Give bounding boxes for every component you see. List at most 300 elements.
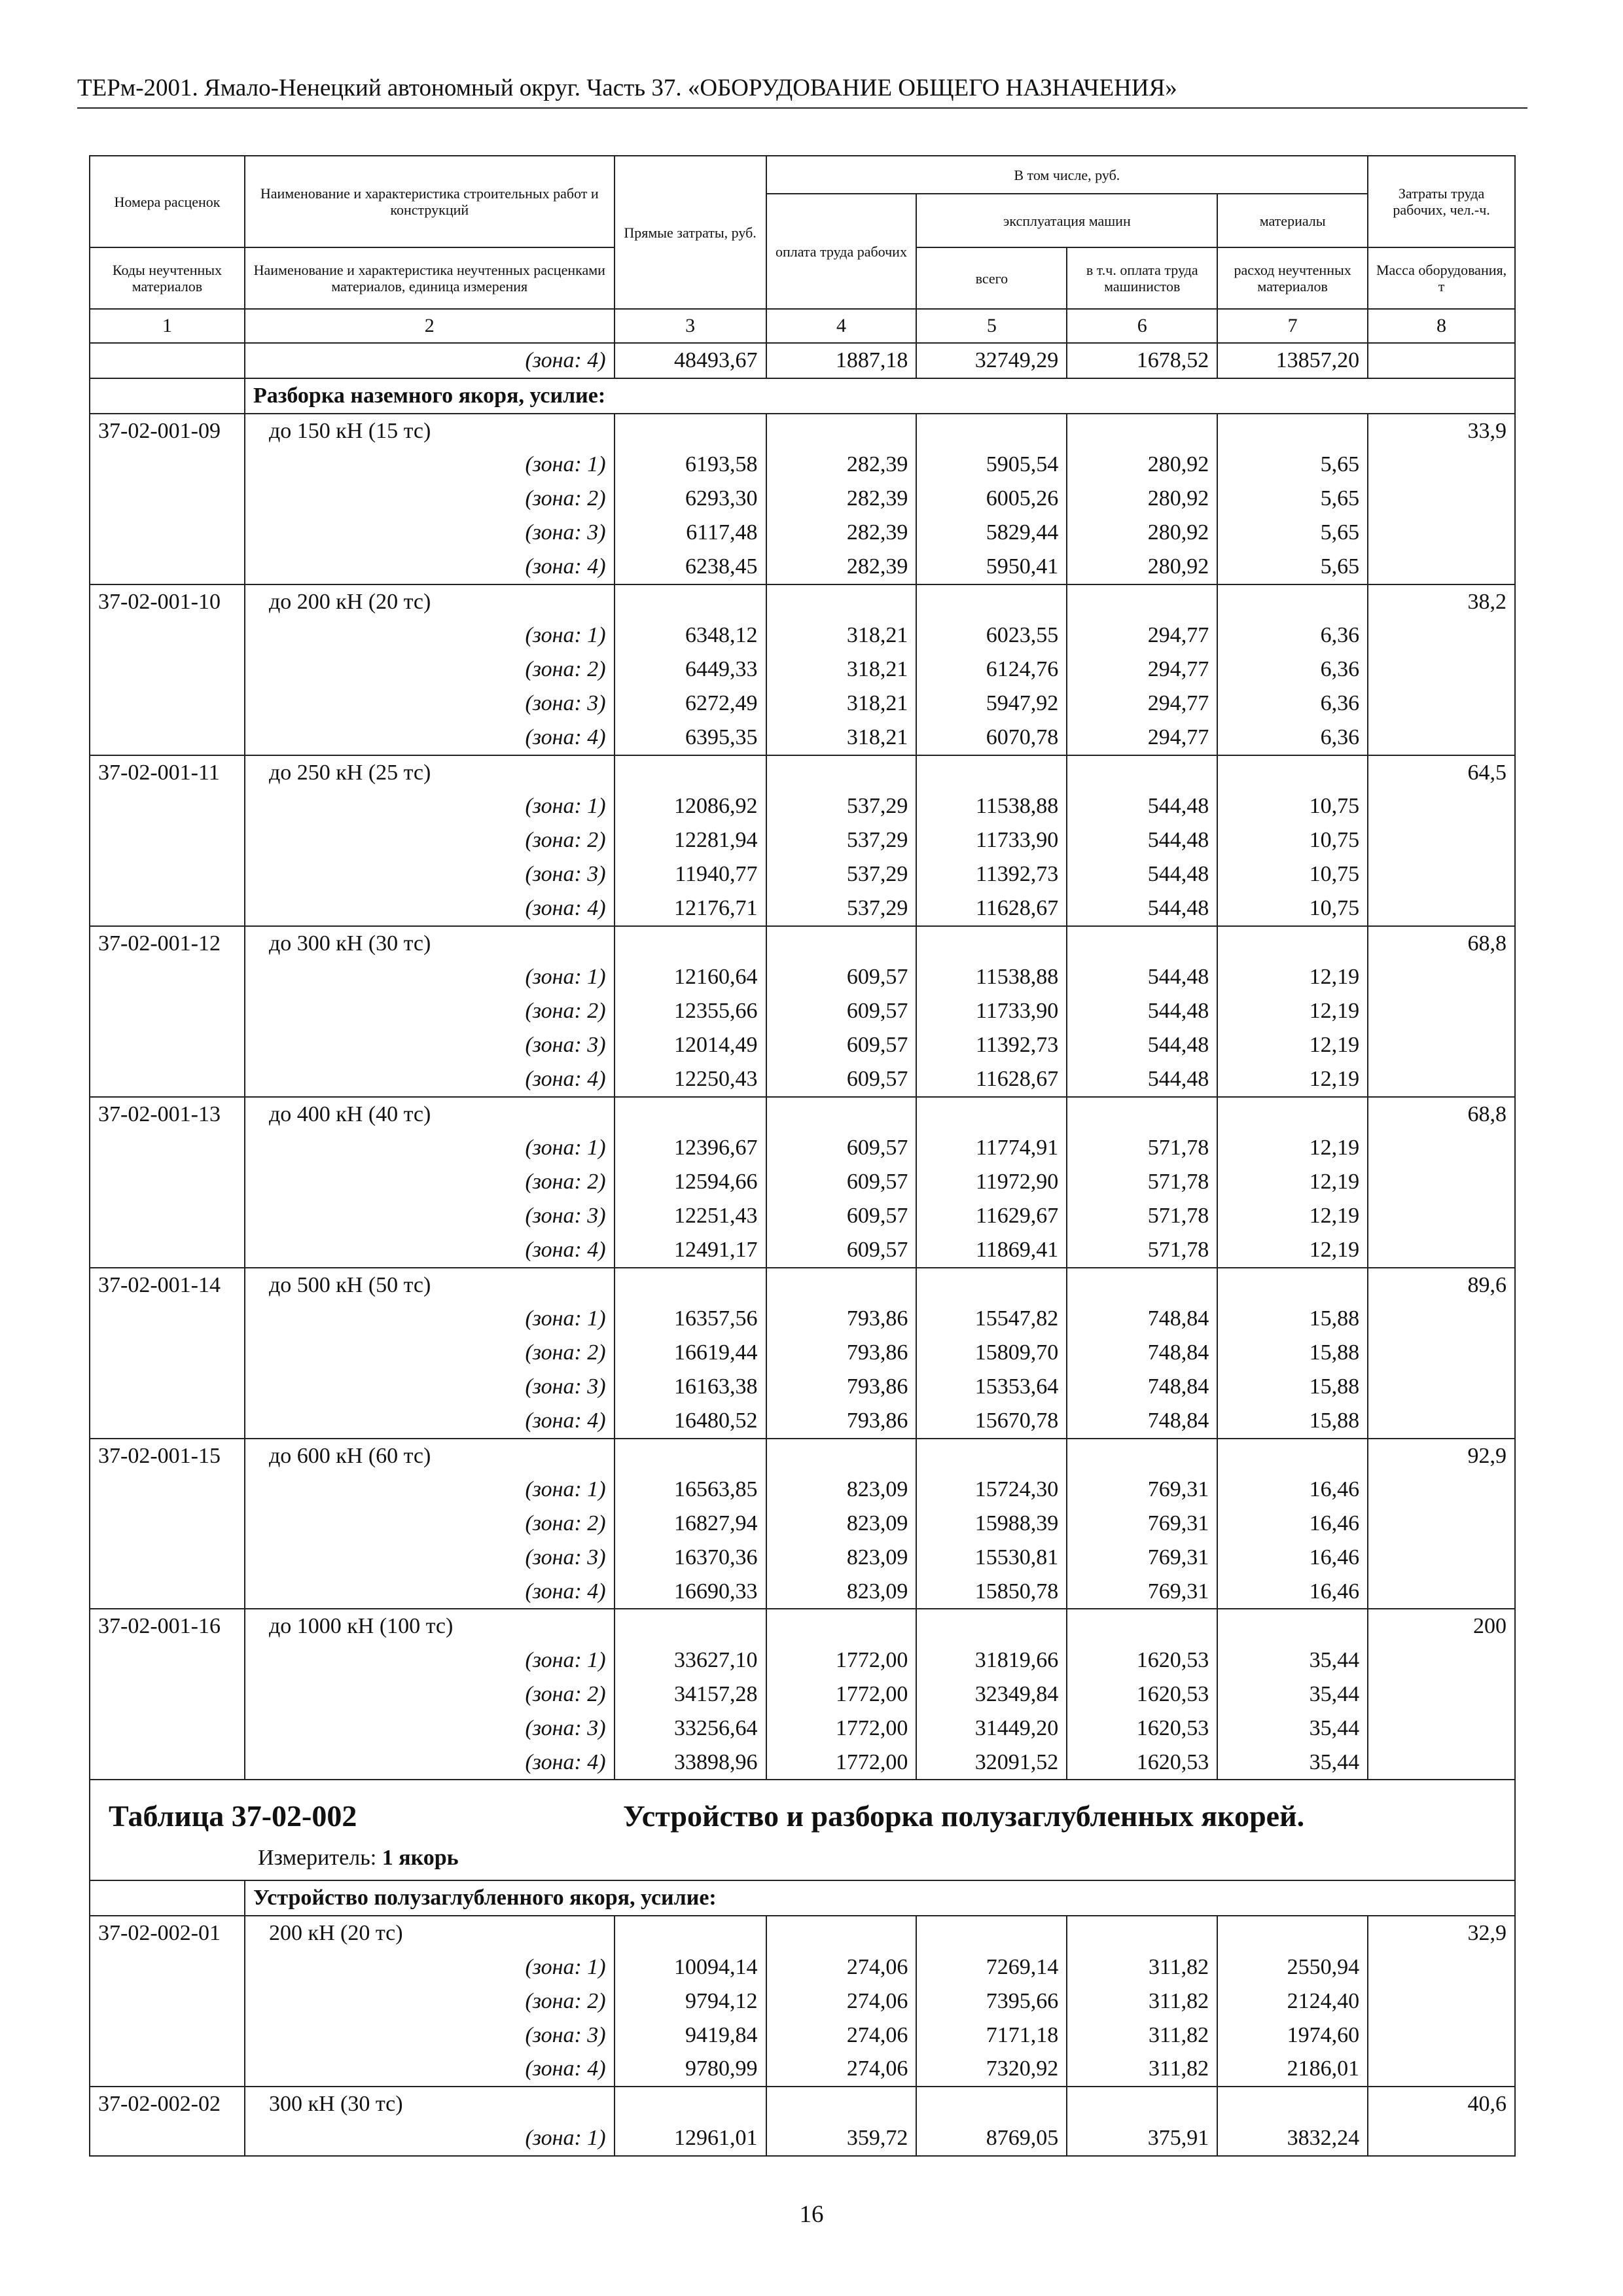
rate-description: до 500 кН (50 тс) [245, 1268, 615, 1302]
operators-wages: 544,48 [1067, 960, 1217, 994]
cell-empty [766, 2087, 917, 2121]
cell-empty [90, 1336, 245, 1370]
wages: 1772,00 [766, 1643, 917, 1677]
direct-cost: 6449,33 [615, 653, 766, 687]
materials-cost: 2550,94 [1217, 1950, 1368, 1984]
machines-total: 15724,30 [916, 1473, 1067, 1507]
operators-wages: 544,48 [1067, 857, 1217, 891]
labor-cost: 32,9 [1368, 1916, 1515, 1950]
cell-empty [615, 1439, 766, 1473]
wages: 1772,00 [766, 1712, 917, 1746]
direct-cost: 12014,49 [615, 1028, 766, 1062]
wages: 537,29 [766, 823, 917, 857]
machines-total: 11538,88 [916, 789, 1067, 823]
column-number: 1 [90, 309, 245, 343]
machines-total: 11774,91 [916, 1131, 1067, 1165]
operators-wages: 769,31 [1067, 1575, 1217, 1609]
operators-wages: 769,31 [1067, 1507, 1217, 1541]
zone-row [90, 960, 1515, 994]
zone-label: (зона: 2) [245, 1677, 615, 1712]
col-material-names: Наименование и характеристика неучтенных расценками материалов, единица измерения [245, 247, 615, 309]
cell-empty [1217, 414, 1368, 448]
cell-empty [90, 1712, 245, 1746]
machines-total: 5950,41 [916, 550, 1067, 584]
zone-label: (зона: 2) [245, 1165, 615, 1199]
zone-row [90, 1370, 1515, 1404]
table-title: Устройство и разборка полузаглубленных якорей. [623, 1799, 1305, 1833]
cell-empty [90, 1746, 245, 1780]
zone-row [90, 721, 1515, 755]
zone-row [90, 1950, 1515, 1984]
wages: 274,06 [766, 1950, 917, 1984]
wages: 793,86 [766, 1370, 917, 1404]
col-equipment-mass: Масса оборудования, т [1368, 247, 1515, 309]
cell-empty [1217, 926, 1368, 961]
rate-code: 37-02-001-11 [90, 755, 245, 790]
zone-row [90, 1677, 1515, 1712]
wages: 823,09 [766, 1541, 917, 1575]
machines-total: 11628,67 [916, 1062, 1067, 1097]
zone-row [90, 448, 1515, 482]
cell-empty [1368, 2018, 1515, 2053]
cell-empty [90, 2018, 245, 2053]
operators-wages: 1620,53 [1067, 1746, 1217, 1780]
cell-empty [90, 1950, 245, 1984]
zone-label: (зона: 3) [245, 1712, 615, 1746]
machines-total: 6070,78 [916, 721, 1067, 755]
wages: 793,86 [766, 1336, 917, 1370]
zone-label: (зона: 2) [245, 1507, 615, 1541]
rate-item-row [90, 1097, 1515, 1132]
cell-empty [90, 1165, 245, 1199]
cell-empty [615, 1268, 766, 1302]
materials-cost: 5,65 [1217, 550, 1368, 584]
cell-empty [90, 378, 245, 414]
cell-empty [1368, 891, 1515, 926]
wages: 282,39 [766, 516, 917, 550]
cell-empty [90, 789, 245, 823]
materials-cost: 12,19 [1217, 960, 1368, 994]
direct-cost: 12160,64 [615, 960, 766, 994]
operators-wages: 311,82 [1067, 1984, 1217, 2018]
cell-empty [90, 994, 245, 1028]
cell-empty [90, 448, 245, 482]
operators-wages: 544,48 [1067, 789, 1217, 823]
zone-row [90, 619, 1515, 653]
machines-total: 15530,81 [916, 1541, 1067, 1575]
cell-empty [916, 1439, 1067, 1473]
rate-code: 37-02-001-12 [90, 926, 245, 961]
zone-label: (зона: 2) [245, 994, 615, 1028]
cell-empty [1368, 2121, 1515, 2156]
zone-label: (зона: 2) [245, 823, 615, 857]
table-body [90, 343, 1515, 2156]
wages: 318,21 [766, 619, 917, 653]
materials-cost: 15,88 [1217, 1404, 1368, 1439]
direct-cost: 12086,92 [615, 789, 766, 823]
wages: 537,29 [766, 789, 917, 823]
rates-table [89, 155, 1516, 2157]
materials-cost: 10,75 [1217, 891, 1368, 926]
cell-empty [916, 755, 1067, 790]
column-number: 7 [1217, 309, 1368, 343]
labor-cost: 40,6 [1368, 2087, 1515, 2121]
zone-label: (зона: 1) [245, 619, 615, 653]
wages: 609,57 [766, 1131, 917, 1165]
rate-description: до 300 кН (30 тс) [245, 926, 615, 961]
zone-label: (зона: 3) [245, 1028, 615, 1062]
zone-row [90, 653, 1515, 687]
cell-empty [1368, 1131, 1515, 1165]
cell-empty [90, 1062, 245, 1097]
wages: 282,39 [766, 448, 917, 482]
wages: 823,09 [766, 1575, 917, 1609]
operators-wages: 571,78 [1067, 1233, 1217, 1268]
machines-total: 11538,88 [916, 960, 1067, 994]
cell-empty [90, 1404, 245, 1439]
rate-item-row [90, 1439, 1515, 1473]
cell-empty [1067, 1609, 1217, 1643]
operators-wages: 280,92 [1067, 448, 1217, 482]
direct-cost: 12961,01 [615, 2121, 766, 2156]
zone-row [90, 1131, 1515, 1165]
wages: 274,06 [766, 1984, 917, 2018]
machines-total: 15850,78 [916, 1575, 1067, 1609]
zone-label: (зона: 1) [245, 448, 615, 482]
cell-empty [1368, 1541, 1515, 1575]
direct-cost: 12355,66 [615, 994, 766, 1028]
machines-total: 11972,90 [916, 1165, 1067, 1199]
cell-empty [1368, 1575, 1515, 1609]
machines-total: 15670,78 [916, 1404, 1067, 1439]
cell-empty [90, 2052, 245, 2087]
zone-label: (зона: 4) [245, 1404, 615, 1439]
cell-empty [615, 414, 766, 448]
direct-cost: 16357,56 [615, 1302, 766, 1336]
wages: 359,72 [766, 2121, 917, 2156]
direct-cost: 16480,52 [615, 1404, 766, 1439]
zone-row [90, 2121, 1515, 2156]
cell-empty [1217, 2087, 1368, 2121]
wages: 609,57 [766, 1199, 917, 1233]
direct-cost: 9419,84 [615, 2018, 766, 2053]
cell-empty [916, 584, 1067, 619]
section-row [90, 1880, 1515, 1916]
direct-cost: 33627,10 [615, 1643, 766, 1677]
materials-cost: 35,44 [1217, 1677, 1368, 1712]
cell-empty [1217, 1268, 1368, 1302]
column-number: 3 [615, 309, 766, 343]
direct-cost: 12281,94 [615, 823, 766, 857]
col-work-name: Наименование и характеристика строительных работ и конструкций [245, 156, 615, 247]
cell-empty [90, 721, 245, 755]
zone-label: (зона: 4) [245, 721, 615, 755]
machines-total: 32749,29 [916, 343, 1067, 378]
cell-empty [766, 1609, 917, 1643]
cell-empty [90, 1507, 245, 1541]
direct-cost: 6395,35 [615, 721, 766, 755]
zone-label: (зона: 2) [245, 653, 615, 687]
zone-row [90, 482, 1515, 516]
direct-cost: 33898,96 [615, 1746, 766, 1780]
cell-empty [1217, 584, 1368, 619]
rate-description: до 600 кН (60 тс) [245, 1439, 615, 1473]
direct-cost: 9780,99 [615, 2052, 766, 2087]
cell-empty [1368, 1233, 1515, 1268]
cell-empty [1368, 857, 1515, 891]
materials-cost: 12,19 [1217, 994, 1368, 1028]
cell-empty [1368, 2052, 1515, 2087]
machines-total: 11629,67 [916, 1199, 1067, 1233]
col-unaccounted-materials: расход неучтенных материалов [1217, 247, 1368, 309]
machines-total: 15809,70 [916, 1336, 1067, 1370]
cell-empty [916, 926, 1067, 961]
wages: 609,57 [766, 1062, 917, 1097]
cell-empty [90, 1677, 245, 1712]
cell-empty [90, 1199, 245, 1233]
cell-empty [1368, 1165, 1515, 1199]
cell-empty [1067, 584, 1217, 619]
direct-cost: 16163,38 [615, 1370, 766, 1404]
zone-label: (зона: 1) [245, 960, 615, 994]
cell-empty [615, 926, 766, 961]
materials-cost: 10,75 [1217, 823, 1368, 857]
cell-empty [1368, 1062, 1515, 1097]
rate-item-row [90, 584, 1515, 619]
zone-label: (зона: 2) [245, 1984, 615, 2018]
zone-label: (зона: 4) [245, 1746, 615, 1780]
labor-cost: 68,8 [1368, 1097, 1515, 1132]
cell-empty [1368, 1984, 1515, 2018]
cell-empty [90, 550, 245, 584]
cell-empty [90, 857, 245, 891]
zone-row [90, 823, 1515, 857]
operators-wages: 748,84 [1067, 1302, 1217, 1336]
cell-empty [1368, 1302, 1515, 1336]
direct-cost: 12396,67 [615, 1131, 766, 1165]
operators-wages: 375,91 [1067, 2121, 1217, 2156]
rate-description: до 250 кН (25 тс) [245, 755, 615, 790]
cell-empty [1368, 1507, 1515, 1541]
page-header: ТЕРм-2001. Ямало-Ненецкий автономный округ. Часть 37. «ОБОРУДОВАНИЕ ОБЩЕГО НАЗНАЧЕНИЯ» [77, 73, 1527, 109]
column-number: 8 [1368, 309, 1515, 343]
cell-empty [916, 1609, 1067, 1643]
unit-value: 1 якорь [382, 1846, 459, 1871]
materials-cost: 12,19 [1217, 1028, 1368, 1062]
machines-total: 11628,67 [916, 891, 1067, 926]
materials-cost: 2186,01 [1217, 2052, 1368, 2087]
machines-total: 15988,39 [916, 1507, 1067, 1541]
cell-empty [1368, 1712, 1515, 1746]
col-machines-total: всего [916, 247, 1067, 309]
rate-code: 37-02-001-13 [90, 1097, 245, 1132]
zone-row [90, 550, 1515, 584]
column-number: 6 [1067, 309, 1217, 343]
direct-cost: 9794,12 [615, 1984, 766, 2018]
col-incl-operators: в т.ч. оплата труда машинистов [1067, 247, 1217, 309]
wages: 609,57 [766, 994, 917, 1028]
materials-cost: 15,88 [1217, 1302, 1368, 1336]
machines-total: 5829,44 [916, 516, 1067, 550]
direct-cost: 6193,58 [615, 448, 766, 482]
wages: 318,21 [766, 653, 917, 687]
zone-label: (зона: 3) [245, 1199, 615, 1233]
zone-row [90, 1336, 1515, 1370]
section-row [90, 378, 1515, 414]
zone-row [90, 1507, 1515, 1541]
machines-total: 11733,90 [916, 823, 1067, 857]
rate-code: 37-02-001-09 [90, 414, 245, 448]
cell-empty [1067, 1268, 1217, 1302]
cell-empty [916, 1916, 1067, 1950]
cell-empty [615, 1097, 766, 1132]
cell-empty [1368, 1643, 1515, 1677]
table-number: Таблица 37-02-002 [109, 1799, 357, 1833]
zone-row [90, 1062, 1515, 1097]
cell-empty [1368, 1677, 1515, 1712]
machines-total: 15547,82 [916, 1302, 1067, 1336]
zone-row [90, 1575, 1515, 1609]
cell-empty [1368, 550, 1515, 584]
materials-cost: 2124,40 [1217, 1984, 1368, 2018]
zone-row [90, 1746, 1515, 1780]
rate-item-row [90, 926, 1515, 961]
zone-label: (зона: 4) [245, 343, 615, 378]
rate-code: 37-02-001-14 [90, 1268, 245, 1302]
section-title: Устройство полузаглубленного якоря, усилие: [245, 1880, 1515, 1916]
cell-empty [90, 1984, 245, 2018]
cell-empty [90, 1880, 245, 1916]
wages: 537,29 [766, 857, 917, 891]
zone-row [90, 1404, 1515, 1439]
cell-empty [615, 755, 766, 790]
cell-empty [1368, 653, 1515, 687]
operators-wages: 1620,53 [1067, 1677, 1217, 1712]
zone-row [90, 1643, 1515, 1677]
operators-wages: 571,78 [1067, 1131, 1217, 1165]
cell-empty [766, 1268, 917, 1302]
direct-cost: 48493,67 [615, 343, 766, 378]
column-number: 4 [766, 309, 917, 343]
column-number: 2 [245, 309, 615, 343]
direct-cost: 6117,48 [615, 516, 766, 550]
cell-empty [766, 926, 917, 961]
cell-empty [90, 619, 245, 653]
cell-empty [916, 414, 1067, 448]
cell-empty [1368, 687, 1515, 721]
rate-code: 37-02-001-10 [90, 584, 245, 619]
wages: 1772,00 [766, 1746, 917, 1780]
operators-wages: 280,92 [1067, 550, 1217, 584]
zone-label: (зона: 1) [245, 1950, 615, 1984]
wages: 793,86 [766, 1404, 917, 1439]
operators-wages: 544,48 [1067, 1062, 1217, 1097]
operators-wages: 769,31 [1067, 1473, 1217, 1507]
cell-empty [1368, 789, 1515, 823]
cell-empty [1368, 960, 1515, 994]
rate-description: 300 кН (30 тс) [245, 2087, 615, 2121]
cell-empty [1067, 1097, 1217, 1132]
cell-empty [1368, 994, 1515, 1028]
cell-empty [90, 1302, 245, 1336]
labor-cost: 38,2 [1368, 584, 1515, 619]
zone-row [90, 516, 1515, 550]
materials-cost: 12,19 [1217, 1062, 1368, 1097]
direct-cost: 16619,44 [615, 1336, 766, 1370]
materials-cost: 6,36 [1217, 619, 1368, 653]
cell-empty [1368, 1370, 1515, 1404]
operators-wages: 748,84 [1067, 1336, 1217, 1370]
materials-cost: 6,36 [1217, 721, 1368, 755]
cell-empty [90, 2121, 245, 2156]
cell-empty [90, 1370, 245, 1404]
zone-label: (зона: 3) [245, 2018, 615, 2053]
cell-empty [1368, 619, 1515, 653]
direct-cost: 12594,66 [615, 1165, 766, 1199]
cell-empty [1368, 448, 1515, 482]
operators-wages: 544,48 [1067, 994, 1217, 1028]
cell-empty [1067, 755, 1217, 790]
operators-wages: 748,84 [1067, 1404, 1217, 1439]
direct-cost: 10094,14 [615, 1950, 766, 1984]
col-wages: оплата труда рабочих [766, 194, 917, 309]
zone-label: (зона: 1) [245, 1473, 615, 1507]
labor-cost: 200 [1368, 1609, 1515, 1643]
labor-cost: 64,5 [1368, 755, 1515, 790]
direct-cost: 34157,28 [615, 1677, 766, 1712]
direct-cost: 16370,36 [615, 1541, 766, 1575]
rate-code: 37-02-001-16 [90, 1609, 245, 1643]
column-number: 5 [916, 309, 1067, 343]
col-materials: материалы [1217, 194, 1368, 247]
machines-total: 7171,18 [916, 2018, 1067, 2053]
materials-cost: 10,75 [1217, 789, 1368, 823]
operators-wages: 311,82 [1067, 1950, 1217, 1984]
cell-empty [90, 343, 245, 378]
zone-label: (зона: 3) [245, 687, 615, 721]
cell-empty [90, 687, 245, 721]
cell-empty [766, 414, 917, 448]
machines-total: 31819,66 [916, 1643, 1067, 1677]
cell-empty [1368, 1199, 1515, 1233]
zone-label: (зона: 4) [245, 891, 615, 926]
operators-wages: 280,92 [1067, 482, 1217, 516]
direct-cost: 6238,45 [615, 550, 766, 584]
cell-empty [1067, 1916, 1217, 1950]
cell-empty [615, 2087, 766, 2121]
direct-cost: 6348,12 [615, 619, 766, 653]
machines-total: 15353,64 [916, 1370, 1067, 1404]
wages: 823,09 [766, 1507, 917, 1541]
direct-cost: 12176,71 [615, 891, 766, 926]
machines-total: 6023,55 [916, 619, 1067, 653]
zone-label: (зона: 1) [245, 789, 615, 823]
zone-label: (зона: 4) [245, 1062, 615, 1097]
cell-empty [90, 1575, 245, 1609]
materials-cost: 16,46 [1217, 1541, 1368, 1575]
zone-label: (зона: 1) [245, 2121, 615, 2156]
machines-total: 11869,41 [916, 1233, 1067, 1268]
col-rate-numbers: Номера расценок [90, 156, 245, 247]
table-title-row [90, 1780, 1515, 1880]
operators-wages: 311,82 [1067, 2052, 1217, 2087]
zone-row [90, 891, 1515, 926]
zone-label: (зона: 4) [245, 550, 615, 584]
direct-cost: 12491,17 [615, 1233, 766, 1268]
materials-cost: 13857,20 [1217, 343, 1368, 378]
zone-label: (зона: 4) [245, 2052, 615, 2087]
rate-description: до 400 кН (40 тс) [245, 1097, 615, 1132]
